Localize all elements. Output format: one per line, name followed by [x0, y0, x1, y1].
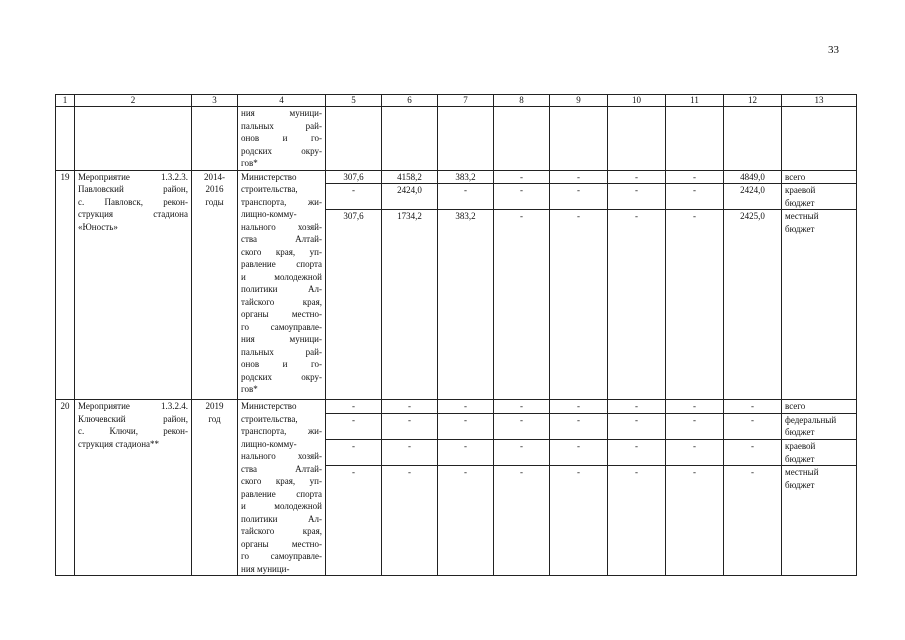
cell-executor-line: пальных рай-	[241, 346, 322, 357]
cell-years-line: 2019	[205, 401, 224, 411]
cell-activity-name-line: Мероприятие 1.3.2.4.	[78, 401, 188, 411]
cell-empty	[382, 107, 438, 171]
cell-amount: -	[724, 413, 782, 439]
column-number: 9	[550, 95, 608, 107]
cell-executor-line: онов и го-	[241, 359, 322, 369]
cell-amount: -	[438, 413, 494, 439]
cell-activity-name	[75, 170, 192, 400]
cell-empty	[724, 107, 782, 171]
cell-amount: -	[550, 170, 608, 184]
cell-executor-line: и молодежной	[241, 501, 322, 511]
cell-activity-name-line: «Юность»	[78, 221, 118, 232]
cell-executor-line: ского края, уп-	[241, 246, 322, 257]
cell-executor-line: родских окру-	[241, 371, 322, 382]
cell-years	[192, 400, 238, 576]
cell-amount: -	[382, 440, 438, 466]
cell-amount: -	[550, 210, 608, 400]
cell-executor-line: ства Алтай-	[241, 234, 322, 244]
cell-executor-line: органы местно-	[241, 309, 322, 319]
cell-amount: -	[494, 170, 550, 184]
cell-amount: -	[326, 440, 382, 466]
cell-num	[56, 107, 75, 171]
cell-amount: -	[666, 440, 724, 466]
cell-amount: -	[608, 440, 666, 466]
program-table	[55, 94, 857, 576]
cell-amount: -	[326, 413, 382, 439]
cell-amount: -	[438, 400, 494, 414]
cell-funding-source-line: федеральный	[785, 414, 837, 425]
cell-executor-line: ства Алтай-	[241, 463, 322, 474]
cell-funding-source-line: бюджет	[785, 197, 815, 208]
cell-executor	[238, 170, 326, 400]
cell-years-line: годы	[205, 196, 224, 207]
cell-amount: -	[724, 466, 782, 576]
cell-activity-name-line: Павловский район,	[78, 184, 188, 194]
cell-executor-line: органы местно-	[241, 538, 322, 549]
cell-funding-source-line: краевой	[785, 185, 816, 195]
cell-executor-line: политики Ал-	[241, 284, 322, 294]
cell-years-line: год	[208, 413, 221, 424]
cell-amount: -	[608, 413, 666, 439]
column-number: 8	[494, 95, 550, 107]
cell-amount: 4158,2	[382, 170, 438, 184]
cell-empty	[608, 107, 666, 171]
cell-funding-source-line: краевой	[785, 441, 816, 452]
cell-amount: -	[494, 184, 550, 210]
cell-row-number	[56, 400, 75, 576]
cell-amount: -	[494, 400, 550, 414]
cell-funding-source	[782, 170, 857, 184]
cell-executor-line: политики Ал-	[241, 513, 322, 524]
cell-amount: -	[608, 170, 666, 184]
cell-executor	[238, 107, 326, 171]
cell-amount: -	[550, 413, 608, 439]
cell-funding-source	[782, 210, 857, 400]
cell-years-line: 2014-	[204, 171, 225, 182]
table-row	[56, 400, 857, 414]
cell-years	[192, 107, 238, 171]
cell-amount: 4849,0	[724, 170, 782, 184]
cell-funding-source-line: всего	[785, 401, 806, 411]
cell-amount: -	[326, 400, 382, 414]
cell-executor-line: гов*	[241, 158, 258, 168]
cell-executor-line: строительства,	[241, 184, 298, 194]
cell-funding-source	[782, 466, 857, 576]
cell-empty	[550, 107, 608, 171]
cell-amount: 2425,0	[724, 210, 782, 400]
page-number: 33	[828, 44, 839, 56]
cell-amount: 383,2	[438, 210, 494, 400]
cell-amount: 2424,0	[724, 184, 782, 210]
cell-executor-line: гов*	[241, 384, 258, 394]
column-number: 10	[608, 95, 666, 107]
cell-executor-line: и молодежной	[241, 271, 322, 282]
cell-name	[75, 107, 192, 171]
column-number: 6	[382, 95, 438, 107]
cell-executor-line: лищно-комму-	[241, 209, 297, 219]
cell-amount: -	[666, 170, 724, 184]
cell-amount: -	[494, 210, 550, 400]
cell-amount: -	[550, 184, 608, 210]
column-number: 4	[238, 95, 326, 107]
cell-empty	[494, 107, 550, 171]
table-header-row	[56, 95, 857, 107]
cell-amount: -	[608, 400, 666, 414]
cell-activity-name-line: с. Павловск, рекон-	[78, 196, 188, 207]
cell-executor-line: го самоуправле-	[241, 551, 322, 561]
cell-activity-name-line: струкция стадиона	[78, 209, 188, 219]
cell-executor-line: транспорта, жи-	[241, 196, 322, 207]
cell-years-line: 2016	[205, 184, 224, 194]
cell-executor-line: тайского края,	[241, 526, 322, 536]
cell-funding-source-line: всего	[785, 171, 806, 182]
column-number: 12	[724, 95, 782, 107]
cell-activity-name-line: с. Ключи, рекон-	[78, 426, 188, 436]
cell-amount: -	[494, 413, 550, 439]
cell-row-number-line: 20	[60, 401, 70, 411]
column-number: 13	[782, 95, 857, 107]
cell-executor-line: равление спорта	[241, 259, 322, 269]
column-number: 7	[438, 95, 494, 107]
column-number: 5	[326, 95, 382, 107]
cell-funding-source	[782, 400, 857, 414]
cell-amount: 307,6	[326, 210, 382, 400]
cell-executor-line: ния муници-	[241, 563, 290, 574]
cell-activity-name-line: струкция стадиона**	[78, 438, 160, 449]
cell-amount: 1734,2	[382, 210, 438, 400]
cell-amount: 383,2	[438, 170, 494, 184]
cell-amount: -	[608, 210, 666, 400]
cell-amount: -	[666, 400, 724, 414]
cell-amount: -	[550, 440, 608, 466]
column-number: 11	[666, 95, 724, 107]
cell-executor	[238, 400, 326, 576]
cell-funding-source-line: местный	[785, 211, 819, 221]
cell-row-number-line: 19	[60, 171, 70, 182]
cell-empty	[666, 107, 724, 171]
cell-funding-source-line: бюджет	[785, 427, 815, 438]
cell-funding-source-line: бюджет	[785, 223, 815, 234]
cell-amount: 307,6	[326, 170, 382, 184]
cell-executor-line: ния муници-	[241, 108, 322, 118]
cell-executor-line: строительства,	[241, 413, 298, 424]
column-number: 2	[75, 95, 192, 107]
cell-activity-name	[75, 400, 192, 576]
cell-amount: -	[382, 413, 438, 439]
cell-amount: 2424,0	[382, 184, 438, 210]
cell-empty	[438, 107, 494, 171]
cell-amount: -	[666, 210, 724, 400]
cell-funding-source	[782, 413, 857, 439]
cell-activity-name-line: Мероприятие 1.3.2.3.	[78, 171, 188, 182]
cell-empty	[782, 107, 857, 171]
cell-executor-line: равление спорта	[241, 488, 322, 499]
cell-amount: -	[382, 400, 438, 414]
cell-activity-name-line: Ключевский район,	[78, 413, 188, 424]
cell-amount: -	[494, 440, 550, 466]
cell-empty	[326, 107, 382, 171]
cell-executor-line: го самоуправле-	[241, 321, 322, 332]
cell-executor-line: нального хозяй-	[241, 451, 322, 461]
cell-amount: -	[438, 440, 494, 466]
column-number: 3	[192, 95, 238, 107]
cell-amount: -	[666, 413, 724, 439]
cell-executor-line: родских окру-	[241, 145, 322, 156]
cell-amount: -	[666, 466, 724, 576]
cell-years	[192, 170, 238, 400]
cell-funding-source	[782, 440, 857, 466]
cell-amount: -	[666, 184, 724, 210]
cell-amount: -	[724, 400, 782, 414]
cell-amount: -	[438, 184, 494, 210]
cell-amount: -	[438, 466, 494, 576]
cell-funding-source-line: местный	[785, 467, 819, 478]
cell-amount: -	[608, 184, 666, 210]
cell-funding-source-line: бюджет	[785, 479, 815, 490]
cell-executor-line: транспорта, жи-	[241, 426, 322, 436]
cell-amount: -	[608, 466, 666, 576]
cell-amount: -	[550, 400, 608, 414]
table-row	[56, 170, 857, 184]
cell-executor-line: Министерство	[241, 401, 297, 411]
cell-executor-line: тайского края,	[241, 296, 322, 307]
cell-executor-line: пальных рай-	[241, 120, 322, 131]
cell-executor-line: Министерство	[241, 171, 297, 182]
cell-row-number	[56, 170, 75, 400]
cell-executor-line: онов и го-	[241, 133, 322, 143]
cell-amount: -	[724, 440, 782, 466]
cell-amount: -	[382, 466, 438, 576]
cell-amount: -	[550, 466, 608, 576]
column-number: 1	[56, 95, 75, 107]
cell-executor-line: ния муници-	[241, 334, 322, 344]
cell-executor-line: нального хозяй-	[241, 221, 322, 232]
cell-amount: -	[494, 466, 550, 576]
cell-amount: -	[326, 184, 382, 210]
cell-executor-line: ского края, уп-	[241, 476, 322, 486]
cell-funding-source	[782, 184, 857, 210]
cell-amount: -	[326, 466, 382, 576]
continuation-row	[56, 107, 857, 171]
cell-executor-line: лищно-комму-	[241, 438, 297, 449]
cell-funding-source-line: бюджет	[785, 453, 815, 464]
